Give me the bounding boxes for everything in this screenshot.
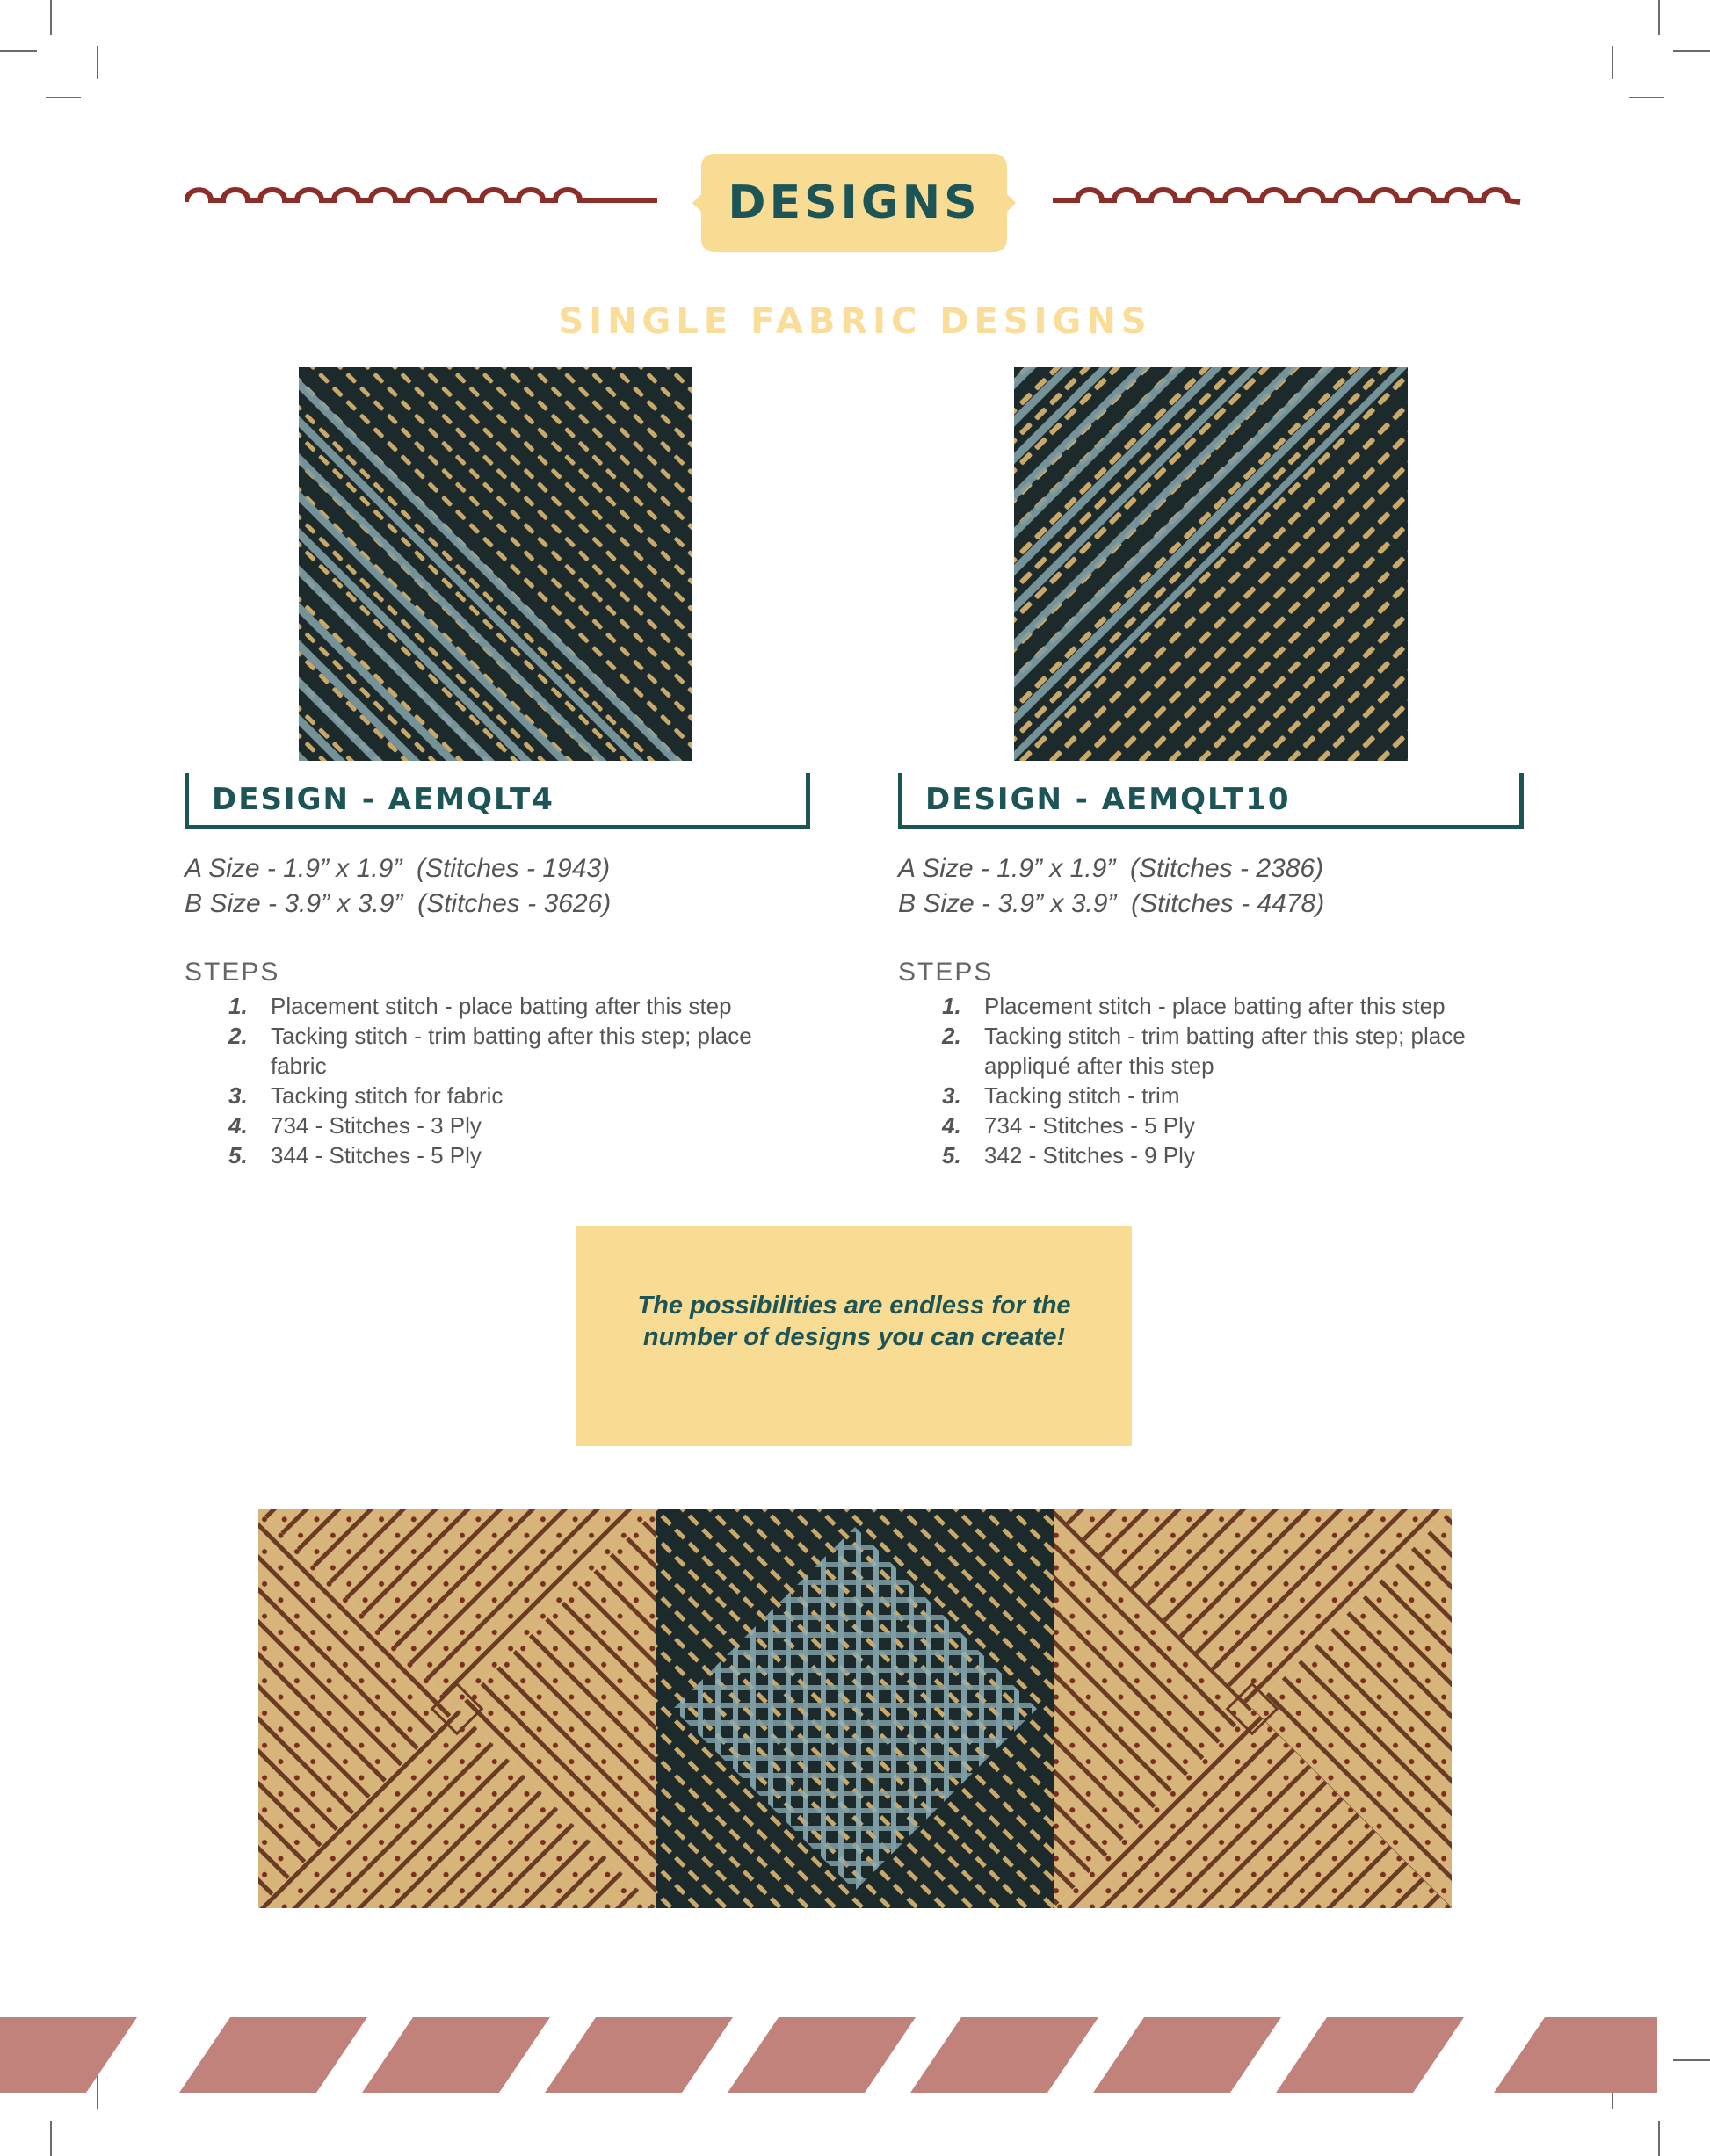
steps-heading: STEPS [185,958,280,987]
step-item [898,991,1524,1021]
crop-mark [46,97,81,98]
page-title: DESIGNS [728,177,981,229]
crop-mark [1658,2121,1660,2156]
size-a-line: A Size - 1.9” x 1.9” (Stitches - 2386) [898,854,1324,883]
step-text: Tacking stitch for fabric [271,1082,504,1109]
size-a-line: A Size - 1.9” x 1.9” (Stitches - 1943) [185,854,611,883]
step-number: 5. [228,1142,248,1168]
design-title: DESIGN - AEMQLT10 [925,782,1291,817]
step-text: Placement stitch - place batting after this step [271,993,732,1019]
step-item [185,1081,810,1111]
step-item [185,1140,810,1170]
section-subtitle: SINGLE FABRIC DESIGNS [558,301,1152,342]
steps-heading: STEPS [898,958,994,987]
quilt-example-image [258,1509,1452,1908]
step-item [898,1021,1511,1081]
design-swatch-image [1014,367,1408,761]
crop-mark [97,46,98,79]
size-b-line: B Size - 3.9” x 3.9” (Stitches - 3626) [185,889,612,918]
step-item [185,1111,810,1140]
footer-stripe-band [0,2017,1710,2093]
step-number: 3. [228,1082,248,1109]
quilt-panel-right [1054,1509,1452,1908]
step-item [898,1081,1524,1111]
step-number: 4. [228,1112,248,1139]
step-number: 1. [942,993,961,1019]
steps-list [185,991,810,1170]
step-text: 734 - Stitches - 5 Ply [984,1112,1195,1139]
crop-mark [1629,97,1664,98]
step-text: Placement stitch - place batting after this step [984,993,1446,1019]
step-number: 5. [942,1142,961,1168]
step-text: Tacking stitch - trim batting after this step; place appliqué after this step [984,1023,1466,1079]
step-number: 2. [228,1023,248,1049]
step-number: 3. [942,1082,961,1109]
step-item [185,1021,763,1081]
design-swatch-image [299,367,692,761]
step-text: 344 - Stitches - 5 Ply [271,1142,482,1168]
design-title-frame [898,773,1524,829]
quilt-panel-left [258,1509,656,1908]
crop-mark [1658,0,1660,35]
step-text: 342 - Stitches - 9 Ply [984,1142,1195,1168]
crop-mark [50,2121,52,2156]
design-title-frame [185,773,810,829]
design-title: DESIGN - AEMQLT4 [212,782,554,817]
scallop-line-left [185,176,659,211]
step-item [898,1111,1524,1140]
size-b-line: B Size - 3.9” x 3.9” (Stitches - 4478) [898,889,1325,918]
step-item [185,991,810,1021]
crop-mark [0,50,37,52]
crop-mark [1673,50,1710,52]
header-banner [701,154,1007,252]
step-number: 2. [942,1023,961,1049]
quilt-panel-center [656,1509,1054,1908]
scallop-line-right [1051,176,1525,211]
step-text: Tacking stitch - trim [984,1082,1180,1109]
crop-mark [1612,46,1613,79]
callout-box [576,1226,1132,1446]
step-text: Tacking stitch - trim batting after this step; place fabric [271,1023,752,1079]
crop-mark [50,0,52,35]
steps-list [898,991,1524,1170]
step-item [898,1140,1524,1170]
callout-text: The possibilities are endless for the number of designs you can create! [637,1291,1071,1351]
step-number: 1. [228,993,248,1019]
step-text: 734 - Stitches - 3 Ply [271,1112,482,1139]
step-number: 4. [942,1112,961,1139]
